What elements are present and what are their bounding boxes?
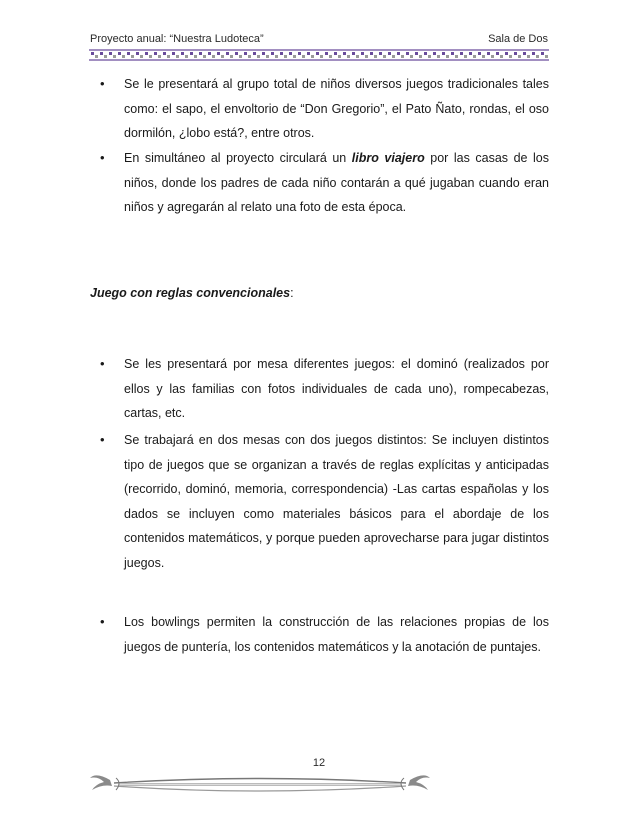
section-heading-text: Juego con reglas convencionales [90,286,291,300]
bullet-icon: • [100,76,105,91]
bullet-icon: • [100,614,105,629]
bullet-icon: • [100,432,105,447]
page-header [90,33,548,45]
footer-scroll-ornament [88,766,432,802]
bullet-text: Se les presentará por mesa diferentes juegos: el dominó (realizados por ellos y las familias con fotos individuales de cada uno), rompecabezas, cartas, etc. [124,357,549,420]
bullet-text: Los bowlings permiten la construcción de las relaciones propias de los juegos de puntería, los contenidos matemáticos y la anotación de puntajes. [124,615,549,654]
list-item [100,146,550,220]
emphasis-libro-viajero: libro viajero [351,151,425,165]
list-item [100,428,549,575]
bullet-text: Se trabajará en dos mesas con dos juegos distintos: Se incluyen distintos tipo de juegos que se organizan a través de reglas explícitas y anticipadas (recorrido, dominó, memoria, correspondencia) -Las cartas españolas y los dados se incluyen como materiales básicos para el abordaje de los contenidos matemáticos, y porque pueden aprovecharse para jugar distintos juegos. [124,433,549,570]
page-number: 12 [312,757,326,769]
bullet-text [124,146,549,220]
bullet-icon: • [100,356,105,371]
bullet-text: Se le presentará al grupo total de niños diversos juegos tradicionales tales como: el sapo, el envoltorio de “Don Gregorio”, el Pato Ñato, rondas, el oso dormilón, ¿lobo está?, entre otros. [124,77,549,140]
section-heading [90,286,294,300]
header-class-name: Sala de Dos [488,33,548,45]
bullet-icon: • [100,150,105,165]
list-item [100,352,549,426]
text-run: por las casas de los niños, donde los padres de cada niño contarán a qué jugaban cuando eran niños y agregarán al relato una foto de esta época. [124,151,550,214]
list-item [100,610,549,659]
list-item [100,72,549,146]
section-heading-colon: : [290,286,294,300]
header-project-title: Proyecto anual: “Nuestra Ludoteca” [90,33,264,45]
text-run: En simultáneo al proyecto circulará un [124,151,352,165]
header-decorative-border [89,49,549,61]
